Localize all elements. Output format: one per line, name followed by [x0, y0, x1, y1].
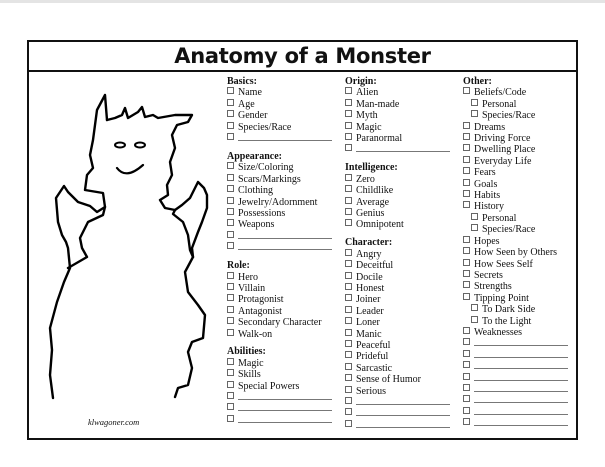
checklist-item — [345, 386, 455, 397]
item-label: Hopes — [474, 235, 500, 247]
checkbox-icon[interactable] — [463, 418, 470, 425]
checkbox-icon[interactable] — [463, 384, 470, 391]
item-label: Average — [356, 196, 390, 208]
checkbox-icon[interactable] — [345, 317, 352, 324]
checklist-item — [227, 329, 337, 340]
checkbox-icon[interactable] — [345, 408, 352, 415]
item-label: Jewelry/Adornment — [238, 196, 318, 208]
checkbox-icon[interactable] — [463, 144, 470, 151]
item-label: Deceitful — [356, 260, 394, 272]
blank-checklist-item — [463, 418, 573, 429]
item-label: Man-made — [356, 98, 400, 110]
checkbox-icon[interactable] — [345, 110, 352, 117]
write-in-line[interactable] — [356, 144, 450, 152]
checkbox-icon[interactable] — [227, 197, 234, 204]
checkbox-icon[interactable] — [463, 270, 470, 277]
checkbox-icon[interactable] — [471, 213, 478, 220]
checkbox-icon[interactable] — [227, 242, 234, 249]
item-label: Species/Race — [482, 224, 536, 236]
checklist-section — [227, 76, 337, 144]
top-bar — [0, 0, 605, 3]
item-label: Honest — [356, 282, 385, 294]
checklist-item — [345, 317, 455, 328]
write-in-line[interactable] — [474, 373, 568, 381]
checkbox-icon[interactable] — [463, 350, 470, 357]
item-label: Name — [238, 87, 262, 99]
write-in-line[interactable] — [474, 384, 568, 392]
checkbox-icon[interactable] — [463, 281, 470, 288]
checklist-item — [463, 259, 573, 270]
blank-checklist-item — [227, 133, 337, 144]
item-label: Habits — [474, 190, 501, 202]
checkbox-icon[interactable] — [227, 231, 234, 238]
checkbox-icon[interactable] — [471, 304, 478, 311]
checklist-item — [345, 340, 455, 351]
checkbox-icon[interactable] — [227, 415, 234, 422]
section-title: Intelligence: — [345, 162, 398, 174]
checklist-item — [345, 329, 455, 340]
blank-checklist-item — [345, 408, 455, 419]
checklist-section — [345, 162, 455, 230]
checkbox-icon[interactable] — [345, 87, 352, 94]
item-label: To the Light — [482, 315, 532, 327]
checklist-item — [345, 219, 455, 230]
write-in-line[interactable] — [356, 397, 450, 405]
title-row — [29, 42, 576, 72]
item-label: Age — [238, 98, 255, 110]
item-label: Protagonist — [238, 294, 284, 306]
checkbox-icon[interactable] — [463, 407, 470, 414]
item-label: Joiner — [356, 294, 381, 306]
item-label: Secondary Character — [238, 317, 322, 329]
checkbox-icon[interactable] — [463, 190, 470, 197]
checkbox-icon[interactable] — [227, 99, 234, 106]
checkbox-icon[interactable] — [345, 420, 352, 427]
write-in-line[interactable] — [238, 242, 332, 250]
blank-checklist-item — [227, 392, 337, 403]
item-label: Serious — [356, 385, 386, 397]
checkbox-icon[interactable] — [345, 340, 352, 347]
checklist-item — [227, 294, 337, 305]
checkbox-icon[interactable] — [463, 236, 470, 243]
item-label: How Seen by Others — [474, 247, 558, 259]
checklist-item — [227, 162, 337, 173]
checkbox-icon[interactable] — [227, 381, 234, 388]
write-in-line[interactable] — [356, 420, 450, 428]
item-label: Personal — [482, 212, 517, 224]
checklist-item — [463, 247, 573, 258]
item-label: Prideful — [356, 351, 389, 363]
item-label: Dreams — [474, 121, 506, 133]
checkbox-icon[interactable] — [345, 122, 352, 129]
blank-checklist-item — [463, 373, 573, 384]
checklist-item — [463, 201, 573, 212]
checkbox-icon[interactable] — [463, 247, 470, 254]
item-label: Driving Force — [474, 133, 531, 145]
checklist-item — [227, 317, 337, 328]
checklist-column-1 — [227, 76, 337, 433]
checklist-item — [227, 369, 337, 380]
checkbox-icon[interactable] — [463, 122, 470, 129]
checklist-item — [227, 208, 337, 219]
checkbox-icon[interactable] — [345, 208, 352, 215]
checklist-item — [345, 294, 455, 305]
item-label: Peaceful — [356, 339, 391, 351]
checklist-section — [345, 237, 455, 431]
item-label: Magic — [238, 357, 264, 369]
checkbox-icon[interactable] — [227, 392, 234, 399]
checklist-item — [227, 122, 337, 133]
checkbox-icon[interactable] — [227, 208, 234, 215]
monster-illustration — [28, 72, 218, 412]
checklist-item — [463, 304, 573, 315]
write-in-line[interactable] — [238, 231, 332, 239]
checkbox-icon[interactable] — [227, 122, 234, 129]
write-in-line[interactable] — [238, 392, 332, 400]
item-label: Personal — [482, 98, 517, 110]
checkbox-icon[interactable] — [345, 397, 352, 404]
item-label: Weaknesses — [474, 326, 523, 338]
write-in-line[interactable] — [474, 407, 568, 415]
item-label: Goals — [474, 178, 498, 190]
item-label: Hero — [238, 271, 258, 283]
checklist-item — [345, 208, 455, 219]
checklist-item — [227, 197, 337, 208]
checklist-item — [345, 283, 455, 294]
checkbox-icon[interactable] — [463, 87, 470, 94]
section-title: Origin: — [345, 76, 377, 87]
checkbox-icon[interactable] — [463, 133, 470, 140]
item-label: Possessions — [238, 207, 286, 219]
checkbox-icon[interactable] — [471, 316, 478, 323]
checkbox-icon[interactable] — [463, 167, 470, 174]
item-label: Special Powers — [238, 380, 300, 392]
item-label: Docile — [356, 271, 383, 283]
checklist-item — [345, 185, 455, 196]
checkbox-icon[interactable] — [345, 374, 352, 381]
write-in-line[interactable] — [238, 133, 332, 141]
checkbox-icon[interactable] — [227, 162, 234, 169]
checkbox-icon[interactable] — [345, 249, 352, 256]
write-in-line[interactable] — [474, 350, 568, 358]
checkbox-icon[interactable] — [345, 99, 352, 106]
checklist-section — [227, 346, 337, 426]
checklist-item — [345, 374, 455, 385]
checklist-item — [345, 260, 455, 271]
checkbox-icon[interactable] — [227, 110, 234, 117]
checklist-item — [463, 144, 573, 155]
blank-checklist-item — [227, 415, 337, 426]
item-label: Zero — [356, 173, 375, 185]
checkbox-icon[interactable] — [345, 185, 352, 192]
checklist-item — [463, 236, 573, 247]
item-label: Scars/Markings — [238, 173, 301, 185]
checklist-item — [345, 174, 455, 185]
item-label: Myth — [356, 110, 378, 122]
checkbox-icon[interactable] — [345, 260, 352, 267]
checklist-item — [227, 381, 337, 392]
blank-checklist-item — [463, 384, 573, 395]
checklist-item — [227, 283, 337, 294]
checklist-section — [227, 151, 337, 254]
checkbox-icon[interactable] — [463, 338, 470, 345]
section-title: Role: — [227, 260, 250, 272]
blank-checklist-item — [463, 395, 573, 406]
checkbox-icon[interactable] — [345, 351, 352, 358]
checkbox-icon[interactable] — [227, 369, 234, 376]
checkbox-icon[interactable] — [463, 327, 470, 334]
checkbox-icon[interactable] — [345, 386, 352, 393]
blank-checklist-item — [463, 361, 573, 372]
checklist-item — [345, 110, 455, 121]
blank-checklist-item — [463, 350, 573, 361]
blank-checklist-item — [463, 338, 573, 349]
checklist-item — [463, 270, 573, 281]
checkbox-icon[interactable] — [227, 133, 234, 140]
checklist-item — [227, 219, 337, 230]
monster-head-top — [107, 107, 192, 210]
checklist-item — [463, 110, 573, 121]
checklist-item — [463, 213, 573, 224]
page-title: Anatomy of a Monster — [174, 44, 431, 68]
checklist-item — [463, 224, 573, 235]
item-label: Everyday Life — [474, 155, 532, 167]
write-in-line[interactable] — [474, 418, 568, 426]
checklist-item — [463, 281, 573, 292]
item-label: How Sees Self — [474, 258, 533, 270]
checklist-item — [227, 174, 337, 185]
blank-checklist-item — [227, 403, 337, 414]
checklist-item — [345, 351, 455, 362]
checklist-item — [345, 87, 455, 98]
item-label: Secrets — [474, 269, 503, 281]
checkbox-icon[interactable] — [345, 306, 352, 313]
checkbox-icon[interactable] — [463, 156, 470, 163]
monster-smile — [117, 165, 143, 173]
item-label: Walk-on — [238, 328, 273, 340]
item-label: Species/Race — [238, 121, 292, 133]
checklist-item — [463, 190, 573, 201]
item-label: Paranormal — [356, 133, 403, 145]
checklist-item — [463, 293, 573, 304]
checkbox-icon[interactable] — [345, 219, 352, 226]
checkbox-icon[interactable] — [345, 133, 352, 140]
checklist-item — [227, 358, 337, 369]
blank-checklist-item — [345, 397, 455, 408]
item-label: Gender — [238, 110, 268, 122]
checkbox-icon[interactable] — [227, 403, 234, 410]
checklist-item — [345, 99, 455, 110]
checkbox-icon[interactable] — [227, 272, 234, 279]
checklist-item — [463, 87, 573, 98]
checklist-section — [345, 76, 455, 156]
checkbox-icon[interactable] — [463, 361, 470, 368]
checklist-item — [227, 110, 337, 121]
checkbox-icon[interactable] — [345, 329, 352, 336]
write-in-line[interactable] — [356, 408, 450, 416]
section-title: Character: — [345, 237, 393, 249]
checkbox-icon[interactable] — [345, 363, 352, 370]
checkbox-icon[interactable] — [463, 259, 470, 266]
write-in-line[interactable] — [474, 338, 568, 346]
checklist-item — [463, 156, 573, 167]
monster-left-arm-inner — [68, 207, 105, 268]
checklist-column-2 — [345, 76, 455, 438]
item-label: Loner — [356, 317, 380, 329]
item-label: Strengths — [474, 281, 512, 293]
monster-right-eye — [135, 143, 145, 148]
write-in-line[interactable] — [238, 415, 332, 423]
item-label: Sense of Humor — [356, 374, 421, 386]
checklist-item — [463, 122, 573, 133]
checkbox-icon[interactable] — [227, 283, 234, 290]
checklist-item — [345, 363, 455, 374]
monster-right-arm-inner — [173, 210, 193, 257]
checkbox-icon[interactable] — [471, 224, 478, 231]
checklist-item — [227, 185, 337, 196]
item-label: Clothing — [238, 185, 274, 197]
blank-checklist-item — [227, 242, 337, 253]
item-label: Species/Race — [482, 110, 536, 122]
checklist-item — [463, 99, 573, 110]
checklist-item — [463, 133, 573, 144]
checkbox-icon[interactable] — [463, 201, 470, 208]
checkbox-icon[interactable] — [227, 294, 234, 301]
checkbox-icon[interactable] — [345, 272, 352, 279]
item-label: Manic — [356, 328, 382, 340]
checklist-item — [463, 327, 573, 338]
checkbox-icon[interactable] — [227, 174, 234, 181]
checklist-item — [345, 122, 455, 133]
checklist-item — [463, 316, 573, 327]
item-label: Leader — [356, 305, 384, 317]
blank-checklist-item — [345, 420, 455, 431]
checklist-section — [227, 260, 337, 340]
item-label: Tipping Point — [474, 292, 529, 304]
item-label: Magic — [356, 121, 382, 133]
checkbox-icon[interactable] — [471, 110, 478, 117]
item-label: Dwelling Place — [474, 144, 536, 156]
item-label: Sarcastic — [356, 362, 393, 374]
item-label: To Dark Side — [482, 304, 536, 316]
checkbox-icon[interactable] — [345, 174, 352, 181]
item-label: Omnipotent — [356, 219, 404, 231]
write-in-line[interactable] — [474, 361, 568, 369]
item-label: Skills — [238, 369, 261, 381]
write-in-line[interactable] — [474, 395, 568, 403]
checklist-item — [463, 167, 573, 178]
checkbox-icon[interactable] — [345, 283, 352, 290]
item-label: Villain — [238, 282, 266, 294]
checkbox-icon[interactable] — [345, 144, 352, 151]
item-label: Angry — [356, 248, 382, 260]
item-label: Genius — [356, 207, 385, 219]
checkbox-icon[interactable] — [227, 317, 234, 324]
checklist-item — [345, 272, 455, 283]
item-label: Fears — [474, 167, 496, 179]
checklist-item — [345, 197, 455, 208]
checkbox-icon[interactable] — [345, 197, 352, 204]
item-label: Childlike — [356, 185, 394, 197]
checklist-item — [345, 306, 455, 317]
checkbox-icon[interactable] — [463, 373, 470, 380]
item-label: History — [474, 201, 504, 213]
checklist-column-3 — [463, 76, 573, 436]
monster-left-outline — [50, 95, 107, 398]
checkbox-icon[interactable] — [227, 358, 234, 365]
checkbox-icon[interactable] — [227, 87, 234, 94]
blank-checklist-item — [345, 144, 455, 155]
monster-left-eye — [115, 143, 125, 148]
blank-checklist-item — [227, 231, 337, 242]
item-label: Weapons — [238, 219, 275, 231]
checklist-item — [463, 179, 573, 190]
credit-text: klwagoner.com — [88, 417, 140, 427]
section-title: Basics: — [227, 76, 257, 87]
section-title: Appearance: — [227, 150, 282, 162]
checkbox-icon[interactable] — [227, 306, 234, 313]
checkbox-icon[interactable] — [345, 294, 352, 301]
checklist-item — [345, 249, 455, 260]
section-title: Other: — [463, 76, 492, 87]
item-label: Size/Coloring — [238, 162, 294, 174]
checklist-item — [227, 87, 337, 98]
item-label: Alien — [356, 87, 379, 99]
checklist-item — [227, 272, 337, 283]
checkbox-icon[interactable] — [463, 179, 470, 186]
item-label: Beliefs/Code — [474, 87, 527, 99]
checklist-item — [227, 306, 337, 317]
monster-right-outline — [175, 182, 207, 397]
checkbox-icon[interactable] — [471, 99, 478, 106]
checklist-item — [345, 133, 455, 144]
item-label: Antagonist — [238, 305, 282, 317]
checkbox-icon[interactable] — [463, 293, 470, 300]
checklist-item — [227, 99, 337, 110]
checkbox-icon[interactable] — [227, 219, 234, 226]
blank-checklist-item — [463, 407, 573, 418]
section-title: Abilities: — [227, 346, 266, 358]
checkbox-icon[interactable] — [227, 329, 234, 336]
write-in-line[interactable] — [238, 403, 332, 411]
checkbox-icon[interactable] — [227, 185, 234, 192]
checkbox-icon[interactable] — [463, 395, 470, 402]
checklist-section — [463, 76, 573, 430]
